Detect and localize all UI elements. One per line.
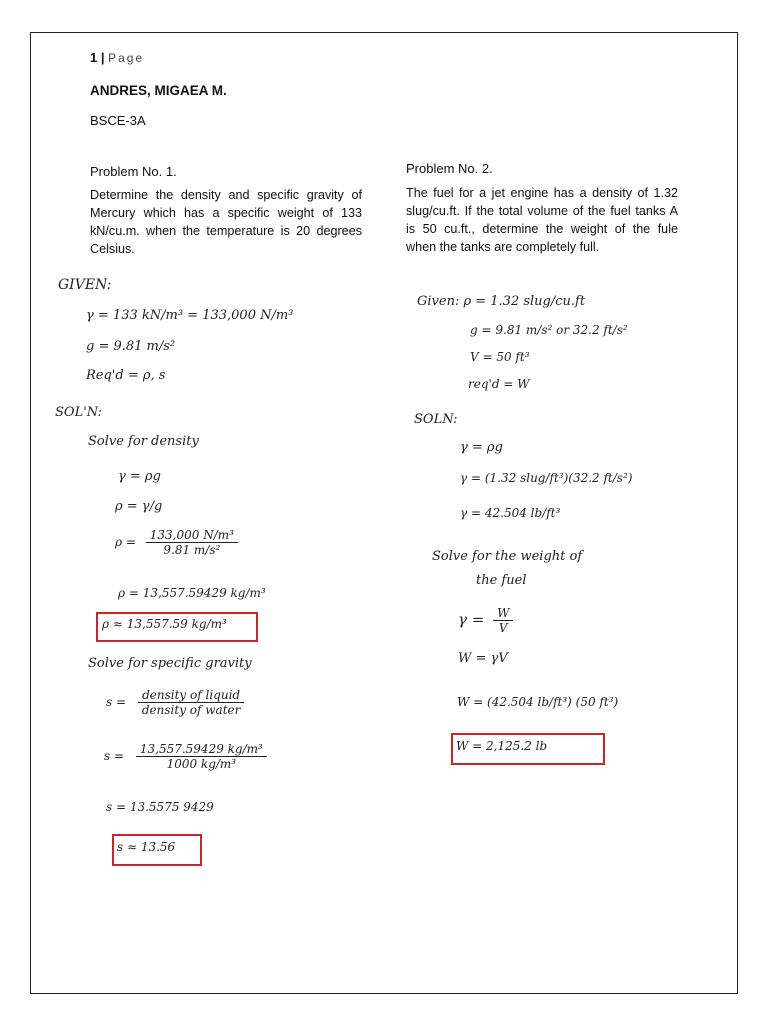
p1-answer-density: ρ ≈ 13,557.59 kg/m³ <box>102 617 227 631</box>
p2-eq5: W = γV <box>458 651 508 666</box>
p1-given-g: g = 9.81 m/s² <box>86 339 176 354</box>
p1-sg2-lhs: s = <box>104 749 125 763</box>
p2-eq4-denominator: V <box>498 621 508 635</box>
p1-eq3-fraction <box>146 528 238 557</box>
p2-answer-weight: W = 2,125.2 lb <box>456 739 548 753</box>
p1-sg-fraction <box>138 688 245 717</box>
p1-sg-eq <box>106 688 244 717</box>
p2-given-rho: Given: ρ = 1.32 slug/cu.ft <box>417 294 586 309</box>
p1-solve-density: Solve for density <box>88 434 199 449</box>
p1-given-label: GIVEN: <box>58 277 112 293</box>
p2-eq4-lhs: γ = <box>458 610 485 629</box>
p2-given-g: g = 9.81 m/s² or 32.2 ft/s² <box>470 323 628 337</box>
p1-eq3-numerator: 133,000 N/m³ <box>146 528 238 543</box>
problem2-statement: The fuel for a jet engine has a density of 1.32 slug/cu.ft. If the total volume of the fuel tanks A is 50 cu.ft., determine the weight of the fule when the tanks are completely full. <box>406 186 678 254</box>
p1-eq1: γ = ρg <box>118 469 161 484</box>
p1-eq3 <box>115 528 238 557</box>
problem1-title: Problem No. 1. <box>90 164 177 179</box>
p2-eq3: γ = 42.504 lb/ft³ <box>460 506 561 520</box>
p1-sg2-eq <box>104 742 267 771</box>
student-section: BSCE-3A <box>90 113 146 128</box>
p1-answer-sg: s ≈ 13.56 <box>117 840 176 854</box>
p2-solve-weight-line2: the fuel <box>476 573 527 588</box>
p1-soln-label: SOL'N: <box>55 405 103 420</box>
page-separator: | <box>100 50 105 65</box>
p1-eq3-lhs: ρ = <box>115 535 136 549</box>
p2-soln-label: SOLN: <box>414 412 458 427</box>
p1-sg-lhs: s = <box>106 695 127 709</box>
p1-sg3: s = 13.5575 9429 <box>106 800 214 814</box>
p2-solve-weight-line1: Solve for the weight of <box>432 549 583 564</box>
p1-sg-numerator: density of liquid <box>138 688 245 703</box>
p2-eq2: γ = (1.32 slug/ft³)(32.2 ft/s²) <box>460 471 633 485</box>
p2-given-reqd: req'd = W <box>468 377 530 391</box>
p1-given-gamma: γ = 133 kN/m³ = 133,000 N/m³ <box>86 308 294 323</box>
p1-eq4: ρ = 13,557.59429 kg/m³ <box>118 586 266 600</box>
p1-sg2-fraction <box>136 742 267 771</box>
student-name: ANDRES, MIGAEA M. <box>90 83 227 98</box>
problem1-statement: Determine the density and specific gravity of Mercury which has a specific weight of 133 kN/cu.m. when the temperature is 20 degrees Celsius. <box>90 188 362 256</box>
p2-eq6: W = (42.504 lb/ft³) (50 ft³) <box>457 695 619 709</box>
p1-sg-denominator: density of water <box>141 703 241 717</box>
p2-eq4-numerator: W <box>493 606 513 621</box>
p2-eq1: γ = ρg <box>460 440 503 455</box>
page-number: 1 <box>90 50 98 65</box>
p2-given-v: V = 50 ft³ <box>470 350 530 364</box>
p1-eq2: ρ = γ/g <box>115 499 163 514</box>
problem2-title: Problem No. 2. <box>406 161 493 176</box>
p2-eq4-fraction <box>493 606 513 635</box>
page-word: Page <box>108 51 145 65</box>
page-header <box>90 50 144 65</box>
p1-eq3-denominator: 9.81 m/s² <box>163 543 221 557</box>
p1-solve-sg: Solve for specific gravity <box>88 656 252 671</box>
p1-given-reqd: Req'd = ρ, s <box>86 368 166 383</box>
p1-sg2-denominator: 1000 kg/m³ <box>166 757 237 771</box>
p2-eq4 <box>458 606 513 635</box>
p1-sg2-numerator: 13,557.59429 kg/m³ <box>136 742 267 757</box>
